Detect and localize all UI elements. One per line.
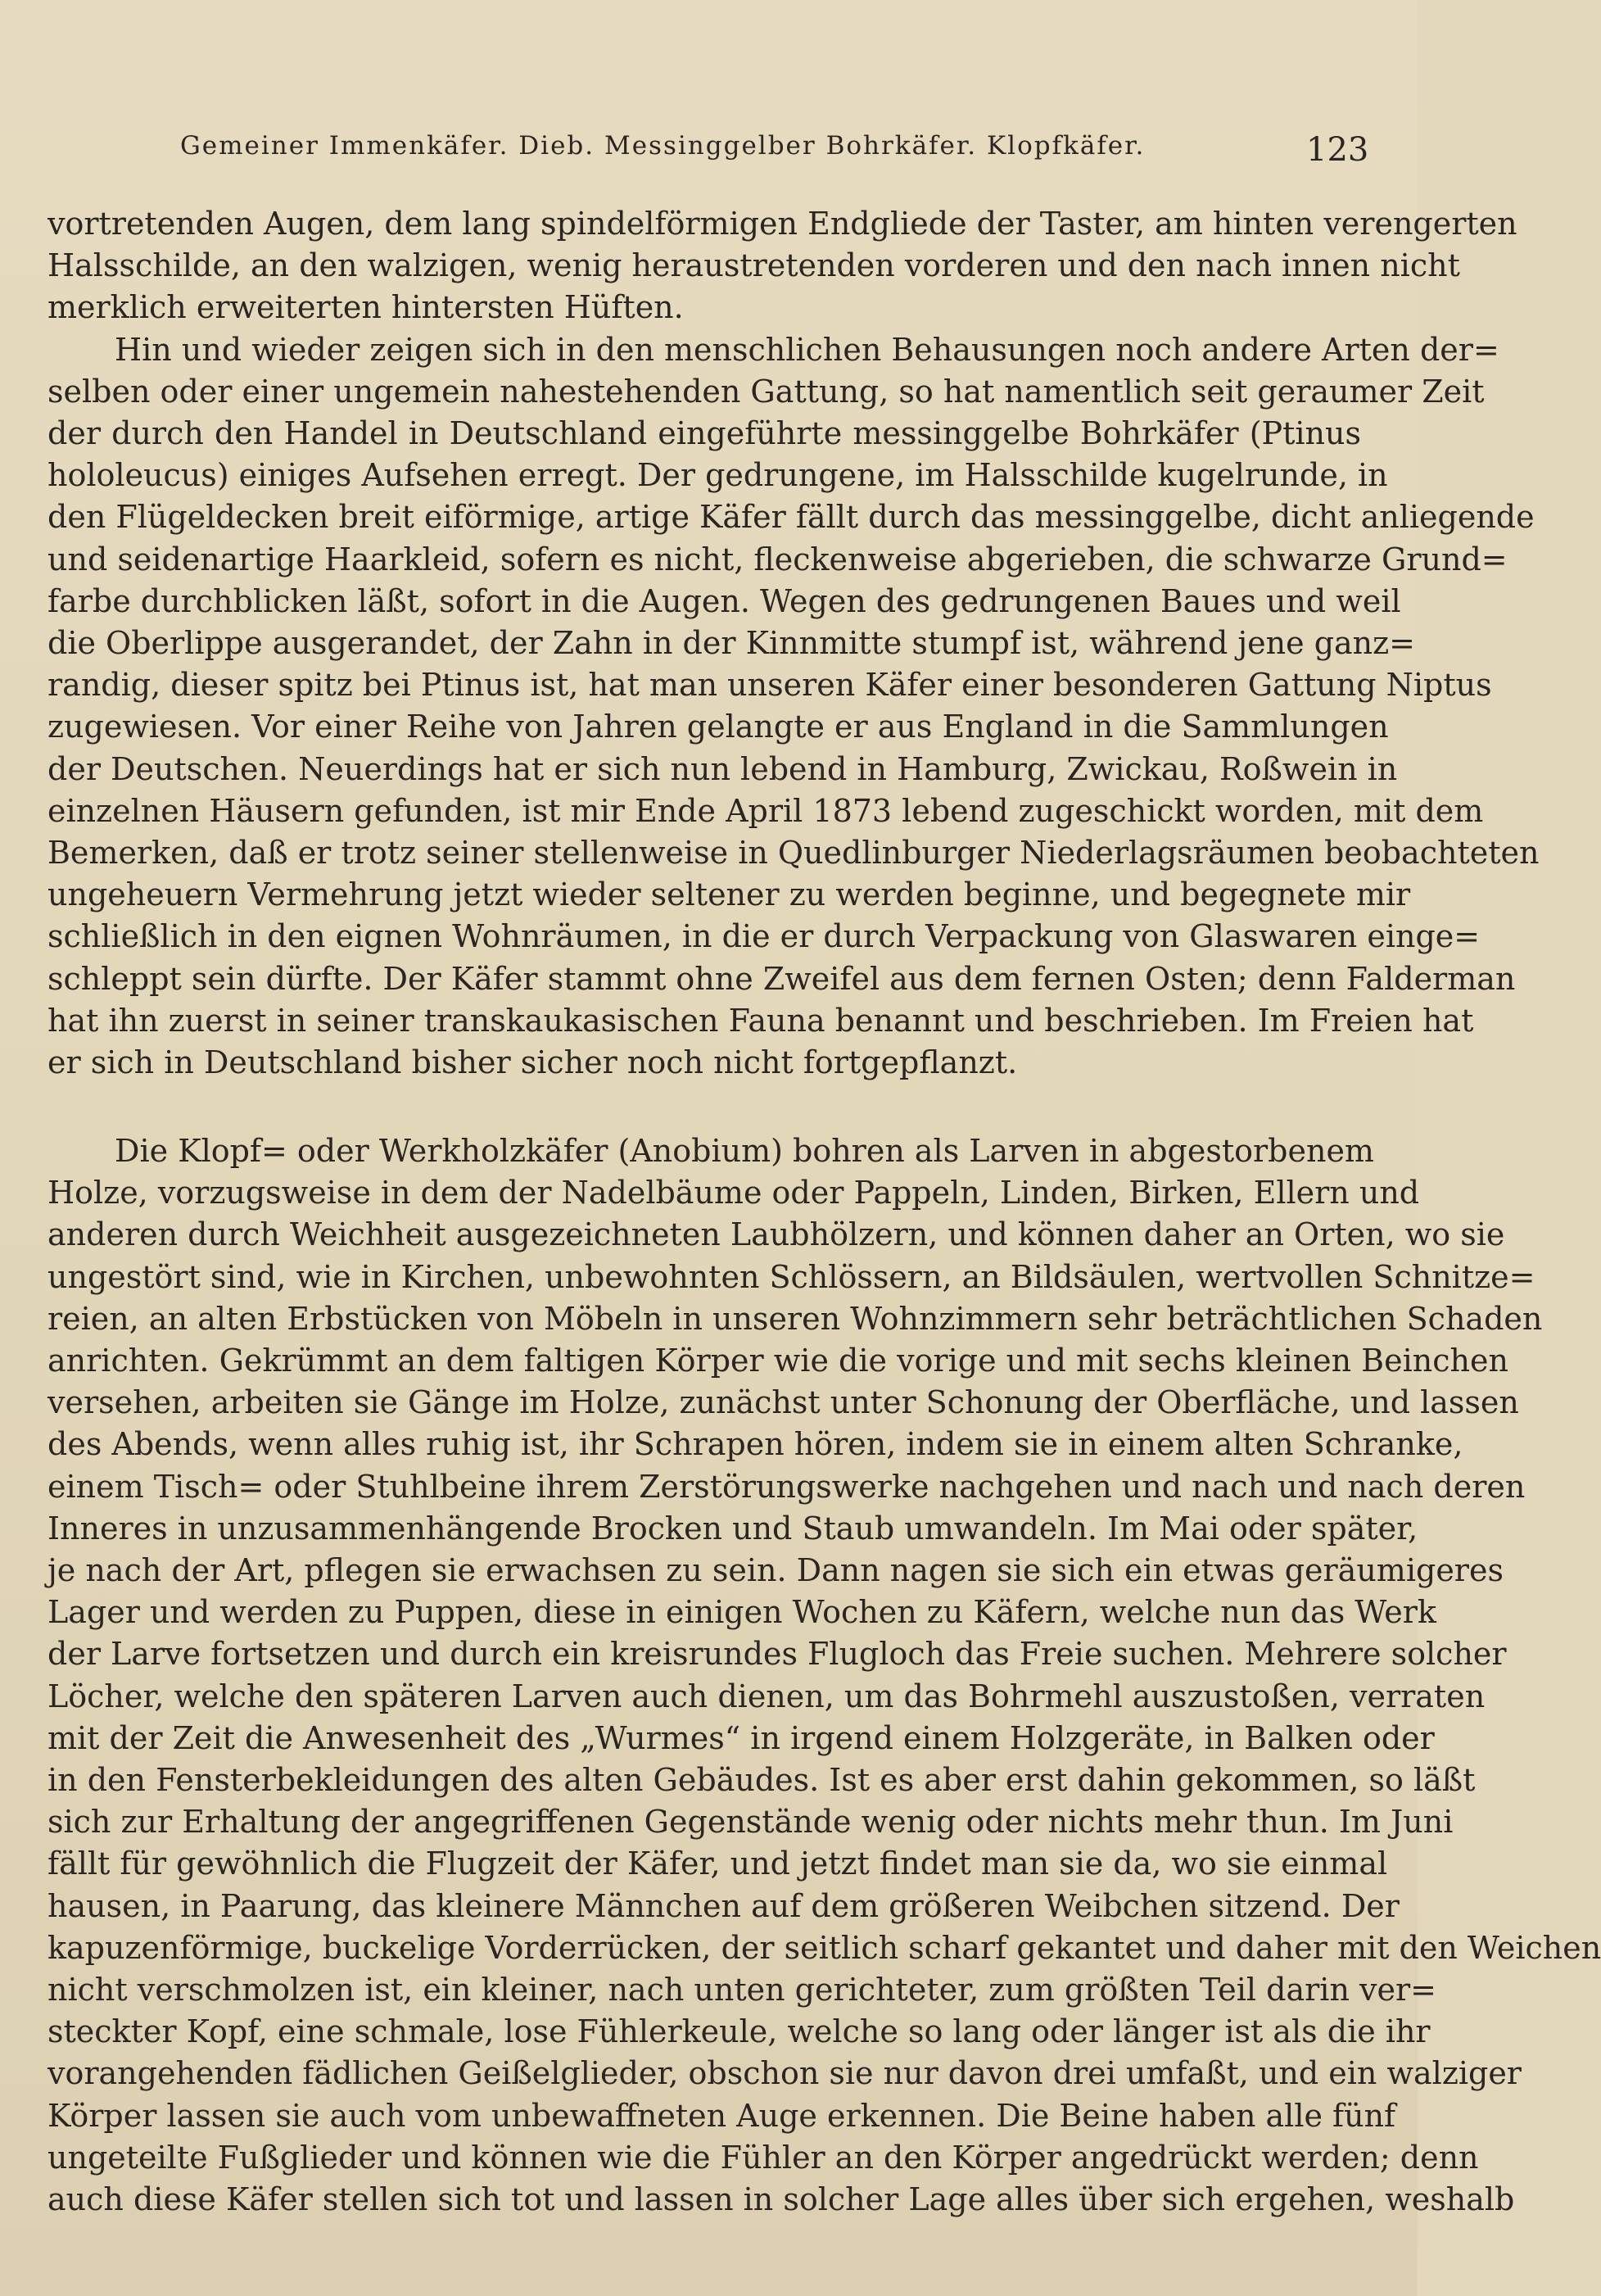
text-line: kapuzenförmige, buckelige Vorderrücken, der seitlich scharf gekantet und daher mit den Weichen bbox=[47, 1929, 1601, 1966]
text-line: fällt für gewöhnlich die Flugzeit der Käfer, und jetzt findet man sie da, wo sie einmal bbox=[47, 1845, 1388, 1882]
text-line: und seidenartige Haarkleid, sofern es nicht, fleckenweise abgerieben, die schwarze Grund= bbox=[47, 541, 1508, 577]
text-line: ungeheuern Vermehrung jetzt wieder seltener zu werden beginne, und begegnete mir bbox=[47, 876, 1411, 913]
text-line: vortretenden Augen, dem lang spindelförmigen Endgliede der Taster, am hinten verengerten bbox=[47, 206, 1517, 242]
text-line: der durch den Handel in Deutschland eingeführte messinggelbe Bohrkäfer (Ptinus bbox=[47, 415, 1361, 452]
text-line: in den Fensterbekleidungen des alten Gebäudes. Ist es aber erst dahin gekommen, so läßt bbox=[47, 1762, 1476, 1799]
text-line: auch diese Käfer stellen sich tot und lassen in solcher Lage alles über sich ergehen, weshalb bbox=[47, 2181, 1515, 2218]
text-line: er sich in Deutschland bisher sicher noch nicht fortgepflanzt. bbox=[47, 1044, 1018, 1081]
text-line: schließlich in den eignen Wohnräumen, in die er durch Verpackung von Glaswaren einge= bbox=[47, 918, 1481, 955]
text-line: je nach der Art, pflegen sie erwachsen zu sein. Dann nagen sie sich ein etwas geräumigeres bbox=[47, 1552, 1504, 1589]
text-line: hausen, in Paarung, das kleinere Männchen auf dem größeren Weibchen sitzend. Der bbox=[47, 1887, 1400, 1924]
text-line: randig, dieser spitz bei Ptinus ist, hat man unseren Käfer einer besonderen Gattung Niptus bbox=[47, 667, 1492, 704]
text-line: Löcher, welche den späteren Larven auch dienen, um das Bohrmehl auszustoßen, verraten bbox=[47, 1678, 1486, 1714]
text-line: den Flügeldecken breit eiförmige, artige Käfer fällt durch das messinggelbe, dicht anliegende bbox=[47, 499, 1535, 536]
text-block-upper bbox=[47, 203, 1540, 1084]
paragraph-bohrkaefer bbox=[47, 329, 1540, 1085]
running-head: Gemeiner Immenkäfer. Dieb. Messinggelber Bohrkäfer. Klopfkäfer. bbox=[180, 131, 1146, 161]
text-line: nicht verschmolzen ist, ein kleiner, nach unten gerichteter, zum größten Teil darin ver= bbox=[47, 1972, 1436, 2008]
text-line: mit der Zeit die Anwesenheit des „Wurmes“ in irgend einem Holzgeräte, in Balken oder bbox=[47, 1719, 1435, 1756]
text-line: vorangehenden fädlichen Geißelglieder, obschon sie nur davon drei umfaßt, und ein walziger bbox=[47, 2055, 1522, 2092]
text-line: Inneres in unzusammenhängende Brocken und Staub umwandeln. Im Mai oder später, bbox=[47, 1510, 1418, 1547]
text-line: ungestört sind, wie in Kirchen, unbewohnten Schlössern, an Bildsäulen, wertvollen Schnitze= bbox=[47, 1258, 1535, 1295]
text-line: die Oberlippe ausgerandet, der Zahn in der Kinnmitte stumpf ist, während jene ganz= bbox=[47, 625, 1416, 662]
text-line: Körper lassen sie auch vom unbewaffneten Auge erkennen. Die Beine haben alle fünf bbox=[47, 2097, 1396, 2134]
text-line: der Deutschen. Neuerdings hat er sich nun lebend in Hamburg, Zwickau, Roßwein in bbox=[47, 750, 1398, 787]
text-line: der Larve fortsetzen und durch ein kreisrundes Flugloch das Freie suchen. Mehrere solcher bbox=[47, 1636, 1507, 1673]
text-line: farbe durchblicken läßt, sofort in die Augen. Wegen des gedrungenen Baues und weil bbox=[47, 582, 1401, 619]
text-line: zugewiesen. Vor einer Reihe von Jahren gelangte er aus England in die Sammlungen bbox=[47, 709, 1389, 745]
text-line: selben oder einer ungemein nahestehenden Gattung, so hat namentlich seit geraumer Zeit bbox=[47, 373, 1485, 410]
page-number: 123 bbox=[1306, 131, 1369, 169]
text-line: hat ihn zuerst in seiner transkaukasischen Fauna benannt und beschrieben. Im Freien hat bbox=[47, 1002, 1474, 1039]
text-line: ungeteilte Fußglieder und können wie die Fühler an den Körper angedrückt werden; denn bbox=[47, 2139, 1479, 2176]
text-line: schleppt sein dürfte. Der Käfer stammt ohne Zweifel aus dem fernen Osten; denn Falderman bbox=[47, 960, 1516, 997]
text-line: steckter Kopf, eine schmale, lose Fühlerkeule, welche so lang oder länger ist als die ihr bbox=[47, 2013, 1431, 2050]
text-line: reien, an alten Erbstücken von Möbeln in unseren Wohnzimmern sehr beträchtlichen Schaden bbox=[47, 1300, 1543, 1337]
text-line: einem Tisch= oder Stuhlbeine ihrem Zerstörungswerke nachgehen und nach und nach deren bbox=[47, 1468, 1526, 1505]
text-line: anrichten. Gekrümmt an dem faltigen Körper wie die vorige und mit sechs kleinen Beinchen bbox=[47, 1343, 1508, 1379]
text-line: anderen durch Weichheit ausgezeichneten Laubhölzern, und können daher an Orten, wo sie bbox=[47, 1216, 1505, 1253]
paragraph-klopfkaefer bbox=[47, 1130, 1601, 2221]
text-line: Holze, vorzugsweise in dem der Nadelbäume oder Pappeln, Linden, Birken, Ellern und bbox=[47, 1175, 1420, 1211]
text-line: hololeucus) einiges Aufsehen erregt. Der gedrungene, im Halsschilde kugelrunde, in bbox=[47, 457, 1388, 494]
text-line: Hin und wieder zeigen sich in den menschlichen Behausungen noch andere Arten der= bbox=[115, 331, 1499, 368]
text-line: sich zur Erhaltung der angegriffenen Gegenstände wenig oder nichts mehr thun. Im Juni bbox=[47, 1804, 1454, 1841]
text-line: des Abends, wenn alles ruhig ist, ihr Schrapen hören, indem sie in einem alten Schranke, bbox=[47, 1426, 1463, 1463]
text-block-lower bbox=[47, 1130, 1601, 2221]
text-line: Die Klopf= oder Werkholzkäfer (Anobium) bohren als Larven in abgestorbenem bbox=[115, 1133, 1374, 1169]
text-line: Halsschilde, an den walzigen, wenig heraustretenden vorderen und den nach innen nicht bbox=[47, 247, 1460, 284]
text-line: Lager und werden zu Puppen, diese in einigen Wochen zu Käfern, welche nun das Werk bbox=[47, 1594, 1436, 1631]
text-line: einzelnen Häusern gefunden, ist mir Ende April 1873 lebend zugeschickt worden, mit dem bbox=[47, 792, 1484, 829]
text-line: versehen, arbeiten sie Gänge im Holze, zunächst unter Schonung der Oberfläche, und lassen bbox=[47, 1384, 1519, 1421]
text-line: Bemerken, daß er trotz seiner stellenweise in Quedlinburger Niederlagsräumen beobachteten bbox=[47, 835, 1540, 872]
paragraph-continuation bbox=[47, 203, 1517, 329]
text-line: merklich erweiterten hintersten Hüften. bbox=[47, 289, 684, 326]
